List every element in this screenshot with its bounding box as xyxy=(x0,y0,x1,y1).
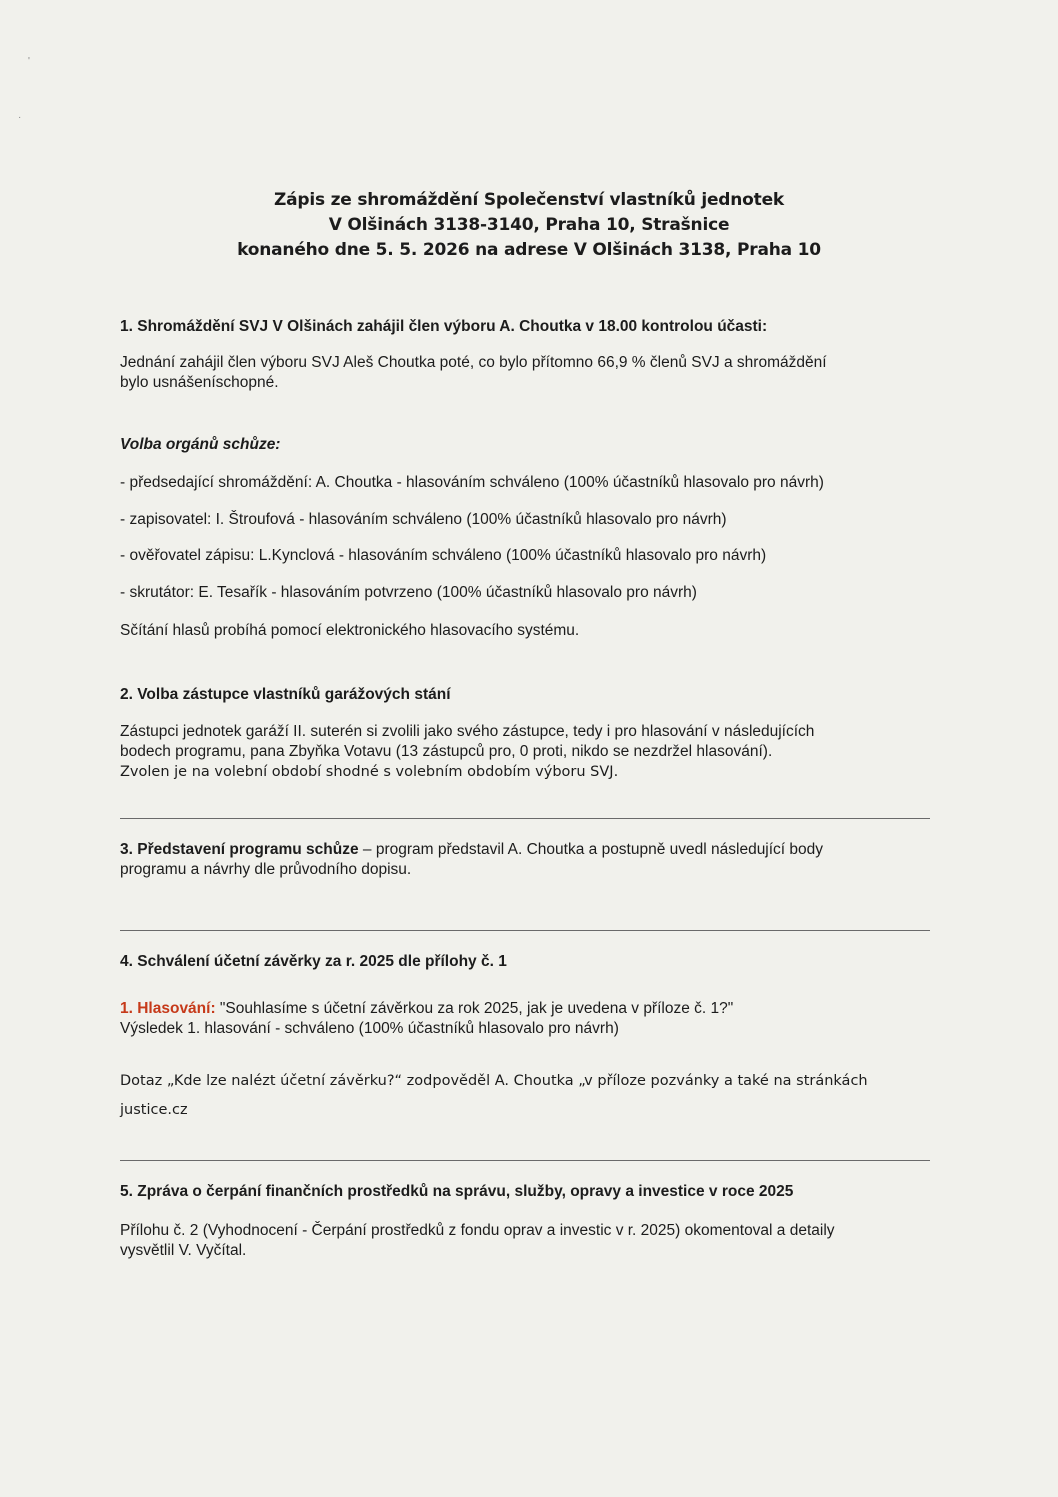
scan-speck: ' xyxy=(28,56,30,67)
counting-note: Sčítání hlasů probíhá pomocí elektronického hlasovacího systému. xyxy=(120,622,580,639)
section-1-paragraph-line: Jednání zahájil člen výboru SVJ Aleš Choutka poté, co bylo přítomno 66,9 % členů SVJ a shromáždění xyxy=(120,354,827,371)
section-1-heading: 1. Shromáždění SVJ V Olšinách zahájil člen výboru A. Choutka v 18.00 kontrolou účasti: xyxy=(120,318,768,335)
vote-1-result: Výsledek 1. hlasování - schváleno (100% účastníků hlasovalo pro návrh) xyxy=(120,1020,619,1037)
question-note-line: Dotaz „Kde lze nalézt účetní závěrku?“ zodpověděl A. Choutka „v příloze pozvánky a také na stránkách xyxy=(120,1073,868,1089)
section-3-text-line: programu a návrhy dle průvodního dopisu. xyxy=(120,861,412,878)
divider xyxy=(120,818,930,819)
scan-speck: · xyxy=(18,112,22,123)
vote-1-label: 1. Hlasování: xyxy=(120,1000,216,1017)
organ-item: - ověřovatel zápisu: L.Kynclová - hlasováním schváleno (100% účastníků hlasovalo pro návrh) xyxy=(120,547,767,564)
section-5-paragraph-line: Přílohu č. 2 (Vyhodnocení - Čerpání prostředků z fondu oprav a investic v r. 2025) okomentoval a detaily xyxy=(120,1222,835,1239)
title-line-1: Zápis ze shromáždění Společenství vlastníků jednotek xyxy=(273,190,785,210)
divider xyxy=(120,1160,930,1161)
section-1-paragraph-line: bylo usnášeníschopné. xyxy=(120,374,279,391)
section-2-paragraph-line: Zástupci jednotek garáží II. suterén si zvolili jako svého zástupce, tedy i pro hlasování v následujících xyxy=(120,723,815,740)
divider xyxy=(120,930,930,931)
section-4-heading: 4. Schválení účetní závěrky za r. 2025 dle přílohy č. 1 xyxy=(120,953,507,970)
title-line-3: konaného dne 5. 5. 2026 na adrese V Olšinách 3138, Praha 10 xyxy=(237,240,821,260)
section-5-heading: 5. Zpráva o čerpání finančních prostředků na správu, služby, opravy a investice v roce 2025 xyxy=(120,1183,794,1200)
title-line-2: V Olšinách 3138-3140, Praha 10, Strašnice xyxy=(328,215,730,235)
section-3-heading: 3. Představení programu schůze xyxy=(120,841,359,858)
section-3-text: – program představil A. Choutka a postupně uvedl následující body xyxy=(358,841,824,858)
question-note xyxy=(120,1067,940,1125)
vote-1-question: "Souhlasíme s účetní závěrkou za rok 2025, jak je uvedena v příloze č. 1?" xyxy=(215,1000,734,1017)
organ-item: - předsedající shromáždění: A. Choutka - hlasováním schváleno (100% účastníků hlasovalo pro návrh) xyxy=(120,474,824,491)
section-2-heading: 2. Volba zástupce vlastníků garážových stání xyxy=(120,686,451,703)
section-2-paragraph xyxy=(120,722,940,782)
vote-1 xyxy=(120,999,940,1039)
section-2-paragraph-line: bodech programu, pana Zbyňka Votavu (13 zástupců pro, 0 proti, nikdo se nezdržel hlasování). xyxy=(120,743,773,760)
section-3-paragraph xyxy=(120,840,940,880)
document-title xyxy=(0,188,1058,263)
section-5-paragraph-line: vysvětlil V. Vyčítal. xyxy=(120,1242,247,1259)
organs-heading: Volba orgánů schůze: xyxy=(120,436,281,453)
section-5-paragraph xyxy=(120,1221,940,1261)
section-1-paragraph xyxy=(120,353,940,393)
organ-item: - skrutátor: E. Tesařík - hlasováním potvrzeno (100% účastníků hlasovalo pro návrh) xyxy=(120,584,697,601)
section-2-paragraph-line: Zvolen je na volební období shodné s volebním obdobím výboru SVJ. xyxy=(120,764,619,780)
organ-item: - zapisovatel: I. Štroufová - hlasováním schváleno (100% účastníků hlasovalo pro návrh) xyxy=(120,511,727,528)
question-note-line: justice.cz xyxy=(120,1102,188,1118)
